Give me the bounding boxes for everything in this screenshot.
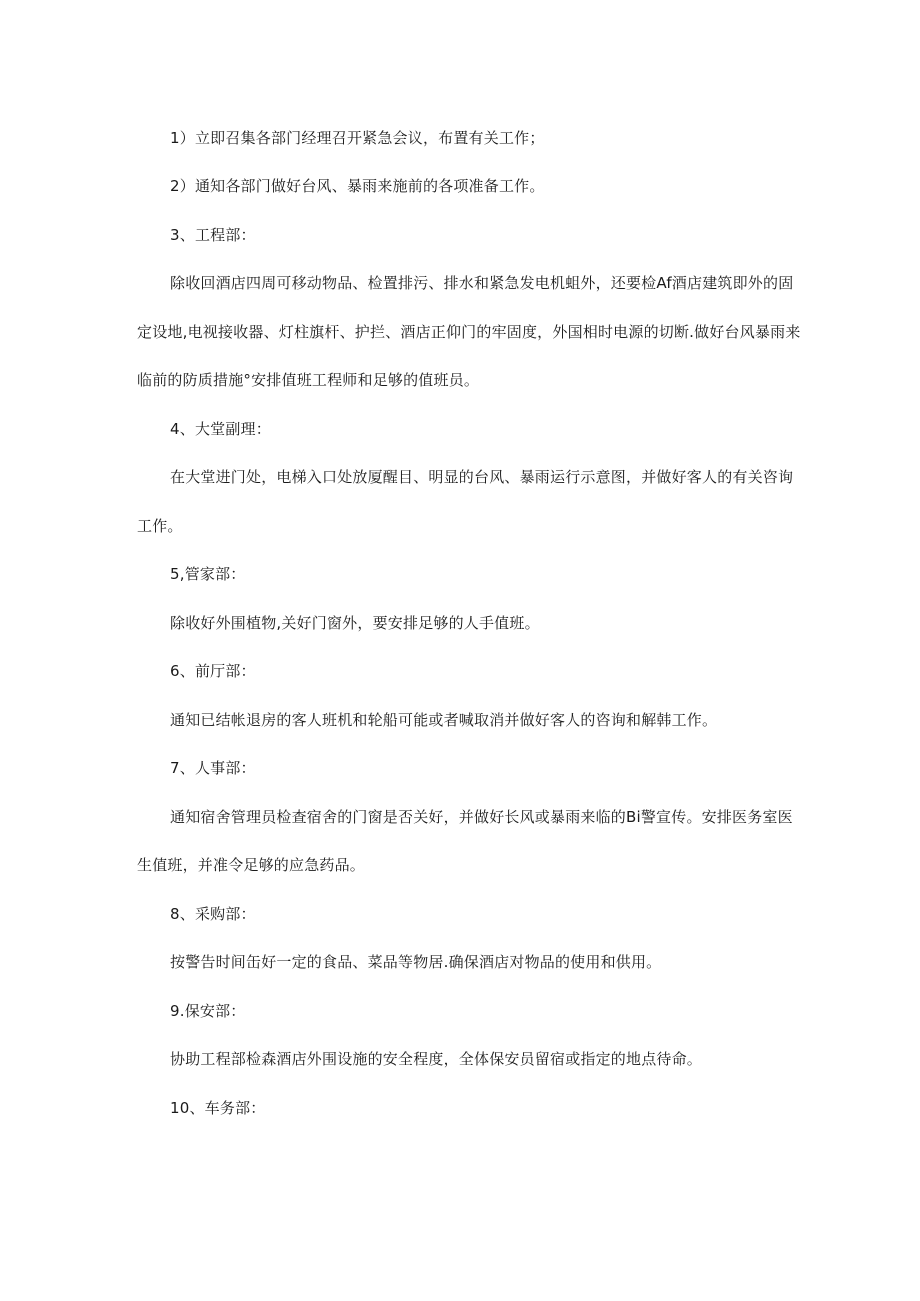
heading-security: 9.保安部： <box>170 1002 246 1020</box>
paragraph-engineering-line: 临前的防质措施°安排值班工程师和足够的值班员。 <box>137 371 480 389</box>
paragraph-engineering-line: 除收回酒店四周可移动物品、检置排污、排水和紧急发电机蛆外，还要检Af酒店建筑即外的固 <box>170 274 794 292</box>
paragraph-housekeeping-line: 除收好外围植物,关好门窗外，要安排足够的人手值班。 <box>170 614 540 632</box>
item-2-text: 2）通知各部门做好台风、暴雨来施前的各项准备工作。 <box>170 177 545 195</box>
paragraph-lobby-line: 在大堂进门处，电梯入口处放厦醒目、明显的台风、暴雨运行示意图，并做好客人的有关咨询 <box>170 468 794 486</box>
paragraph-purchasing-line: 按警告时间缶好一定的食品、菜品等物居.确保酒店对物品的使用和供用。 <box>170 953 662 971</box>
paragraph-security-line: 协助工程部检森酒店外围设施的安全程度，全体保安员留宿或指定的地点待命。 <box>170 1050 703 1068</box>
heading-personnel: 7、人事部： <box>170 759 256 777</box>
heading-transport: 10、车务部： <box>170 1099 266 1117</box>
heading-front-office: 6、前厅部： <box>170 662 256 680</box>
heading-lobby-manager: 4、大堂副理： <box>170 420 271 438</box>
heading-engineering: 3、工程部： <box>170 226 256 244</box>
paragraph-personnel-line: 生值班，并准令足够的应急药品。 <box>137 856 366 874</box>
paragraph-front-office-line: 通知已结帐退房的客人班机和轮船可能或者喊取消并做好客人的咨询和解韩工作。 <box>170 711 718 729</box>
paragraph-engineering-line: 定设地,电视接收器、灯柱旗杆、护拦、酒店正仰门的牢固度，外国相时电源的切断.做好台风暴雨来 <box>137 323 801 341</box>
heading-housekeeping: 5,管家部： <box>170 565 246 583</box>
paragraph-personnel-line: 通知宿舍管理员检查宿舍的门窗是否关好，并做好长风或暴雨来临的Bi警宣传。安排医务室医 <box>170 808 793 826</box>
heading-purchasing: 8、采购部： <box>170 905 256 923</box>
item-1-text: 1）立即召集各部门经理召开紧急会议，布置有关工作； <box>170 129 545 147</box>
paragraph-lobby-line: 工作。 <box>137 517 183 535</box>
